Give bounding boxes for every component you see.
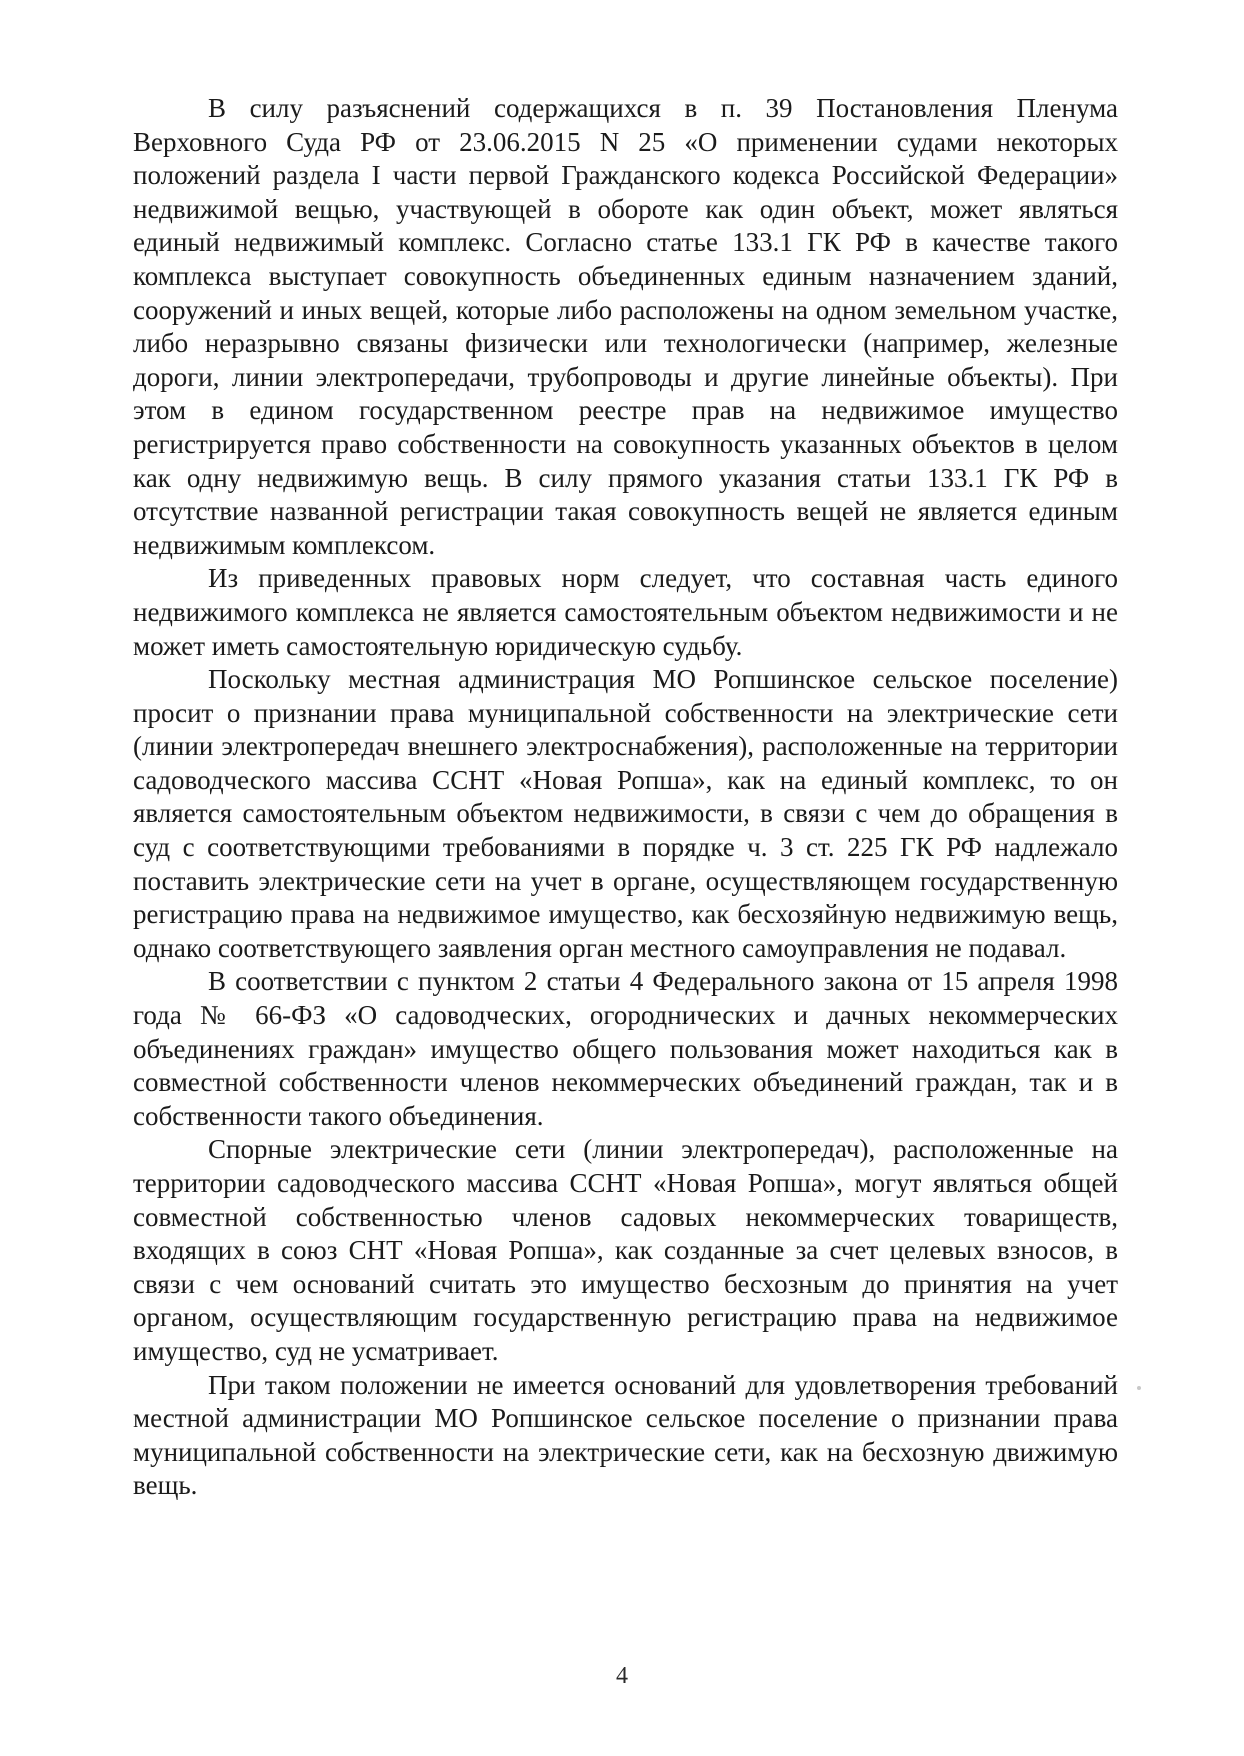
page-number: 4 xyxy=(616,1663,628,1689)
paragraph: При таком положении не имеется оснований для удовлетворения требований местной администрации МО Ропшинское сельское поселение о признании права муниципальной собственности на электрические сети, как на бесхозную движимую вещь. xyxy=(133,1369,1118,1501)
paragraph: Из приведенных правовых норм следует, что составная часть единого недвижимого комплекса не является самостоятельным объектом недвижимости и не может иметь самостоятельную юридическую судьбу. xyxy=(133,563,1118,661)
scan-speck xyxy=(1137,1386,1141,1390)
paragraph: Спорные электрические сети (линии электропередач), расположенные на территории садоводческого массива ССНТ «Новая Ропша», могут являться общей совместной собственностью членов садовых некоммерческих товариществ, входящих в союз СНТ «Новая Ропша», как созданные за счет целевых взносов, в связи с чем оснований считать это имущество бесхозным до принятия на учет органом, осуществляющим государственную регистрацию права на недвижимое имущество, суд не усматривает. xyxy=(133,1134,1118,1366)
document-body xyxy=(133,92,1118,1503)
paragraph: В силу разъяснений содержащихся в п. 39 Постановления Пленума Верховного Суда РФ от 23.06.2015 N 25 «О применении судами некоторых положений раздела I части первой Гражданского кодекса Российской Федерации» недвижимой вещью, участвующей в обороте как один объект, может являться единый недвижимый комплекс. Согласно статье 133.1 ГК РФ в качестве такого комплекса выступает совокупность объединенных единым назначением зданий, сооружений и иных вещей, которые либо расположены на одном земельном участке, либо неразрывно связаны физически или технологически (например, железные дороги, линии электропередачи, трубопроводы и другие линейные объекты). При этом в едином государственном реестре прав на недвижимое имущество регистрируется право собственности на совокупность указанных объектов в целом как одну недвижимую вещь. В силу прямого указания статьи 133.1 ГК РФ в отсутствие названной регистрации такая совокупность вещей не является единым недвижимым комплексом. xyxy=(133,93,1118,560)
paragraph: Поскольку местная администрация МО Ропшинское сельское поселение) просит о признании права муниципальной собственности на электрические сети (линии электропередач внешнего электроснабжения), расположенные на территории садоводческого массива ССНТ «Новая Ропша», как на единый комплекс, то он является самостоятельным объектом недвижимости, в связи с чем до обращения в суд с соответствующими требованиями в порядке ч. 3 ст. 225 ГК РФ надлежало поставить электрические сети на учет в органе, осуществляющем государственную регистрацию права на недвижимое имущество, как бесхозяйную недвижимую вещь, однако соответствующего заявления орган местного самоуправления не подавал. xyxy=(133,664,1118,963)
paragraph: В соответствии с пунктом 2 статьи 4 Федерального закона от 15 апреля 1998 года № 66-ФЗ «О садоводческих, огороднических и дачных некоммерческих объединениях граждан» имущество общего пользования может находиться как в совместной собственности членов некоммерческих объединений граждан, так и в собственности такого объединения. xyxy=(133,966,1118,1131)
